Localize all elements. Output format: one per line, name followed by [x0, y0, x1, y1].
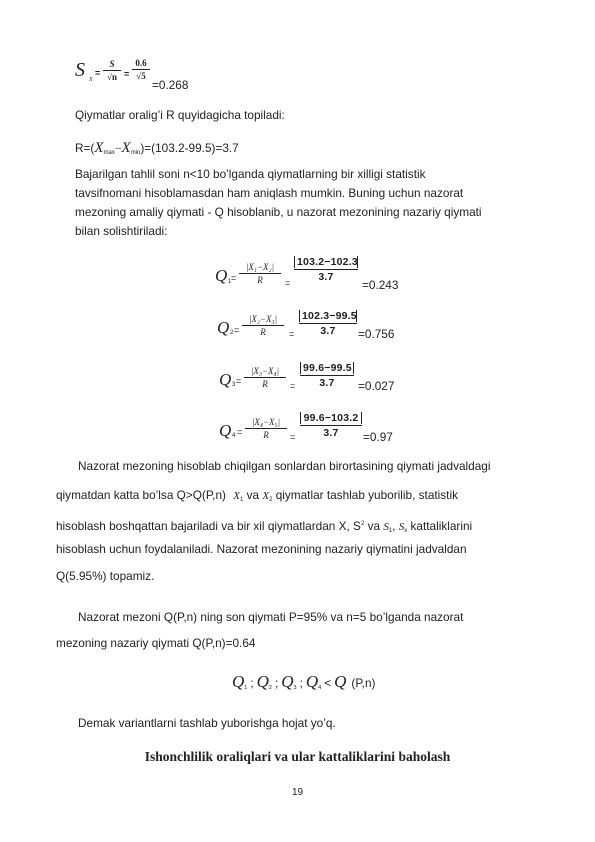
paragraph-line: hisoblash boshqattan bajariladi va bir xil qiymatlardan X, $S^2$ va S1, Sx kattaliklarini	[56, 519, 473, 534]
q-value-fraction: 102.3−99.5 3.7	[299, 310, 357, 337]
paragraph-line: hisoblash uchun foydalaniladi. Nazorat mezonining nazariy qiymatini jadvaldan	[56, 542, 467, 556]
paragraph-line: bilan solishtiriladi:	[75, 224, 168, 238]
paragraph-line: Nazorat mezoning hisoblab chiqilgan sonlardan birortasining qiymati jadvaldagi	[78, 459, 491, 473]
paragraph-line: qiymatdan katta bo’lsa Q>Q(P,n) X1 va X2 qiymatlar tashlab yuborilib, statistik	[56, 488, 458, 503]
formula-se-frac1: S √n	[103, 59, 121, 82]
formula-se-lhs-sub: X	[89, 77, 93, 83]
formula-comparison: $Q_1$ ; $Q_2$ ; $Q_3$ ; $Q_4 < Q$ (P,n)	[232, 672, 376, 691]
q-value-fraction: 103.2−102.3 3.7	[294, 256, 358, 283]
formula-range: R=(Xmax−Xmin)=(103.2-99.5)=3.7	[75, 140, 239, 156]
q-symbolic-fraction: |X₃−X₄| R	[244, 366, 286, 389]
paragraph-line: tavsifnomani hisoblamasdan ham aniqlash mumkin. Buning uchun nazorat	[75, 186, 464, 200]
formula-se-frac2: 0.6 √5	[132, 58, 150, 81]
paragraph-line: mezoning nazariy qiymati Q(P,n)=0.64	[56, 636, 256, 650]
paragraph-line: Q(5.95%) topamiz.	[56, 569, 155, 583]
section-heading: Ishonchlilik oraliqlari va ular kattaliklarini baholash	[144, 749, 451, 764]
formula-se-result: =0.268	[152, 78, 189, 92]
q-symbolic-fraction: |X₂−X₃| R	[242, 314, 284, 337]
paragraph-line: Bajarilgan tahlil soni n<10 bo’lganda qiymatlarning bir xilligi statistik	[75, 167, 426, 181]
q-symbolic-fraction: |X₁−X₂| R	[239, 262, 281, 285]
q-value-fraction: 99.6−103.2 3.7	[300, 412, 362, 439]
paragraph-line: Nazorat mezoni Q(P,n) ning son qiymati P=95% va n=5 bo’lganda nazorat	[78, 610, 464, 624]
paragraph-conclusion: Demak variantlarni tashlab yuborishga hojat yo’q.	[78, 716, 336, 730]
q-symbolic-fraction: |X₄−X₅| R	[245, 417, 287, 440]
q-value-fraction: 99.6−99.5 3.7	[300, 362, 354, 389]
paragraph-range-intro: Qiymatlar oralig’i R quyidagicha topiladi:	[75, 108, 285, 122]
paragraph-line: mezoning amaliy qiymati - Q hisoblanib, u nazorat mezonining nazariy qiymati	[75, 205, 482, 219]
page-number: 19	[291, 787, 304, 798]
formula-se-lhs: S	[75, 59, 85, 81]
